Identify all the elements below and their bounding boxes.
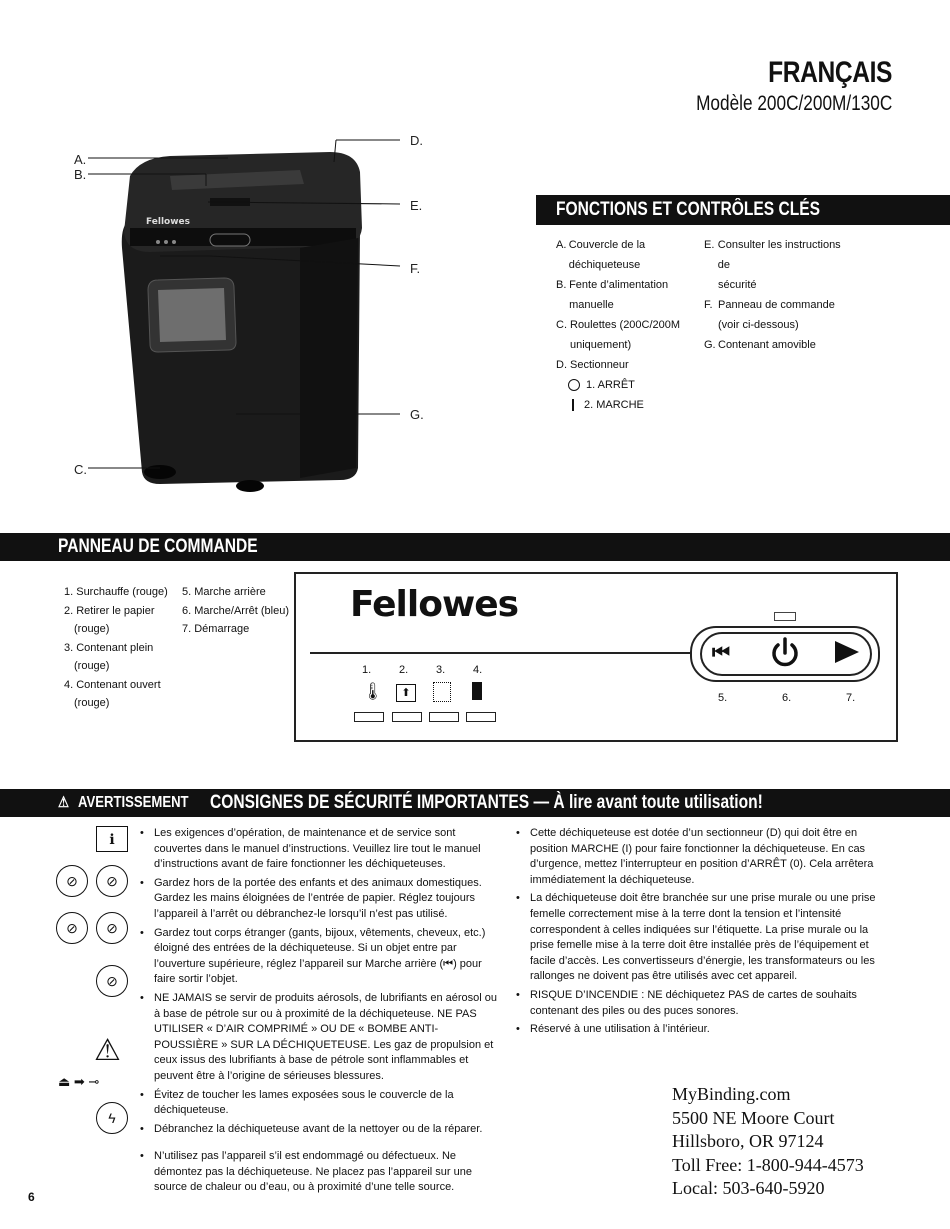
contact-website[interactable]: MyBinding.com <box>672 1084 791 1104</box>
key-item: (voir ci-dessous) <box>718 319 799 331</box>
control-panel-diagram: Fellowes ⏮ 1. 2. 3. 4. 🌡 ⬆ 5. 6. 7. <box>294 572 898 742</box>
callout-f: F. <box>410 261 421 276</box>
play-icon <box>834 640 860 664</box>
no-children-icon: ⊘ <box>56 865 88 897</box>
key-item: C. Roulettes (200C/200M <box>556 319 681 331</box>
panel-divider <box>310 652 692 654</box>
bin-full-icon <box>433 682 451 702</box>
indicator-led-1 <box>354 712 384 722</box>
unplug-icon: ⏏ ➡ ⊸ <box>58 1074 100 1089</box>
panel-brand-logo: Fellowes <box>350 584 519 625</box>
no-aerosol-icon: ⊘ <box>96 965 128 997</box>
safety-item: • Gardez hors de la portée des enfants et des animaux domestiques. Gardez les mains éloignées de l’entrée de papier. Réglez toujours l’appareil à l’arrêt ou débranchez-le lorsqu’il n’est pas utilisé. <box>140 876 500 923</box>
no-tie-icon: ⊘ <box>56 912 88 944</box>
model-subtitle: Modèle 200C/200M/130C <box>695 92 892 115</box>
warning-label: AVERTISSEMENT <box>78 794 189 811</box>
safety-item: • Gardez tout corps étranger (gants, bijoux, vêtements, cheveux, etc.) éloigné des entrées de la déchiqueteuse. Si un objet entre par l’ouverture supérieure, réglez l’appareil sur Marche arrière (⏮) pour faire sortir l’objet. <box>140 926 500 988</box>
manual-icon: ℹ <box>96 826 128 852</box>
indicator-led-2 <box>392 712 422 722</box>
key-item: E. Consulter les instructions de <box>704 239 841 271</box>
key-item: G. Contenant amovible <box>704 339 816 351</box>
blade-warning-icon: ⚠ <box>94 1034 121 1067</box>
callout-d: D. <box>410 133 423 148</box>
warning-icon: ⚠ <box>58 794 70 811</box>
key-item: uniquement) <box>570 339 632 351</box>
no-hair-icon: ⊘ <box>96 912 128 944</box>
contact-local: Local: 503-640-5920 <box>672 1178 825 1198</box>
electric-shock-icon: ϟ <box>96 1102 128 1134</box>
safety-right-column <box>516 826 876 1041</box>
key-features-col2 <box>704 235 854 355</box>
key-item: B. Fente d’alimentation manuelle <box>556 279 669 311</box>
callout-g: G. <box>410 407 424 422</box>
forward-button[interactable] <box>834 640 860 669</box>
key-item: D. Sectionneur <box>556 359 629 371</box>
shredder-illustration <box>60 128 430 498</box>
safety-item: • Réservé à une utilisation à l’intérieur. <box>516 1022 876 1038</box>
key-features-col1 <box>556 235 706 415</box>
panel-legend-col1: 1. Surchauffe (rouge) 2. Retirer le papier (rouge) 3. Contenant plein (rouge) 4. Contenant ouvert (rouge) <box>64 586 168 709</box>
safety-item: • Évitez de toucher les lames exposées sous le couvercle de la déchiqueteuse. <box>140 1088 500 1119</box>
power-icon <box>768 636 802 670</box>
button-group <box>690 626 880 682</box>
contact-block <box>672 1083 864 1201</box>
callout-b: B. <box>74 167 87 182</box>
safety-item: • N’utilisez pas l’appareil s’il est endommagé ou défectueux. Ne démontez pas la déchiqueteuse. Ne placez pas l’appareil sur une source de chaleur ou d’eau, ou à proximité d’une telle source. <box>140 1149 500 1196</box>
contact-street: 5500 NE Moore Court <box>672 1107 835 1128</box>
key-features-bar <box>536 195 950 225</box>
callout-e: E. <box>410 198 423 213</box>
panel-legend-col2: 5. Marche arrière 6. Marche/Arrêt (bleu) 7. Démarrage <box>182 586 289 635</box>
key-item: sécurité <box>718 279 757 291</box>
contact-tollfree: Toll Free: 1-800-944-4573 <box>672 1154 864 1175</box>
key-features-title: FONCTIONS ET CONTRÔLES CLÉS <box>556 199 821 220</box>
safety-bar <box>0 789 950 817</box>
callout-a: A. <box>74 152 87 167</box>
page-number: 6 <box>28 1190 35 1204</box>
contact-city: Hillsboro, OR 97124 <box>672 1131 824 1151</box>
paper-jam-icon: ⬆ <box>396 684 416 702</box>
safety-item: • Cette déchiqueteuse est dotée d’un sectionneur (D) qui doit être en position MARCHE (I) pour faire fonctionner la déchiqueteuse. En cas d’urgence, mettez l’interrupteur en position d’ARRÊT (0). Cela arrêtera immédiatement la déchiqueteuse. <box>516 826 876 888</box>
safety-item: • Les exigences d’opération, de maintenance et de service sont couvertes dans le manuel d’instructions. Veuillez lire tout le manuel d’instructions avant de faire fonctionner les déchiqueteuses. <box>140 826 500 873</box>
diagram-brand-label: Fellowes <box>146 217 191 227</box>
safety-left-column <box>140 826 500 1199</box>
switch-on-row: 2. MARCHE <box>556 395 706 415</box>
reverse-button[interactable]: ⏮ <box>712 642 730 664</box>
indicator-led-3 <box>429 712 459 722</box>
key-item: F. Panneau de commande <box>704 299 835 311</box>
power-button[interactable] <box>768 636 802 675</box>
safety-item: • La déchiqueteuse doit être branchée sur une prise murale ou une prise femelle correctement mise à la terre dont la tension et l’intensité correspondent à celles indiquées sur l’étiquette. La prise murale ou la prise femelle mise à la terre doit être installée près de l’équipement et facile d’accès. Les convertisseurs d’énergie, les transformateurs ou les rallonges ne doivent pas être utilisés avec cet appareil. <box>516 891 876 985</box>
on-bar-icon <box>572 399 574 411</box>
bin-open-icon <box>472 682 482 700</box>
safety-item: • RISQUE D’INCENDIE : NE déchiquetez PAS de cartes de souhaits contenant des piles ou des puces sonores. <box>516 988 876 1019</box>
callout-c: C. <box>74 462 87 477</box>
no-hands-icon: ⊘ <box>96 865 128 897</box>
control-panel-bar <box>0 533 950 561</box>
safety-title: CONSIGNES DE SÉCURITÉ IMPORTANTES — À lire avant toute utilisation! <box>210 792 763 813</box>
thermometer-icon: 🌡 <box>362 682 384 701</box>
language-heading: FRANÇAIS <box>768 56 892 89</box>
safety-item: • Débranchez la déchiqueteuse avant de la nettoyer ou de la réparer. <box>140 1122 500 1138</box>
key-item: A. Couvercle de la déchiqueteuse <box>556 239 646 271</box>
control-panel-title: PANNEAU DE COMMANDE <box>58 536 258 557</box>
indicator-led-4 <box>466 712 496 722</box>
power-led <box>774 612 796 621</box>
off-circle-icon <box>568 379 580 391</box>
switch-off-row: 1. ARRÊT <box>556 375 706 395</box>
safety-item: • NE JAMAIS se servir de produits aérosols, de lubrifiants en aérosol ou à base de pétrole sur ou à proximité de la déchiqueteuse. NE PAS UTILISER « D’AIR COMPRIMÉ » OU DE « BOMBE ANTI-POUSSIÈRE » SUR LA DÉCHIQUETEUSE. Les gaz de propulsion et ceux issus des lubrifiants à base de pétrole sont inflammables et peuvent être à l’origine de sérieuses blessures. <box>140 991 500 1085</box>
